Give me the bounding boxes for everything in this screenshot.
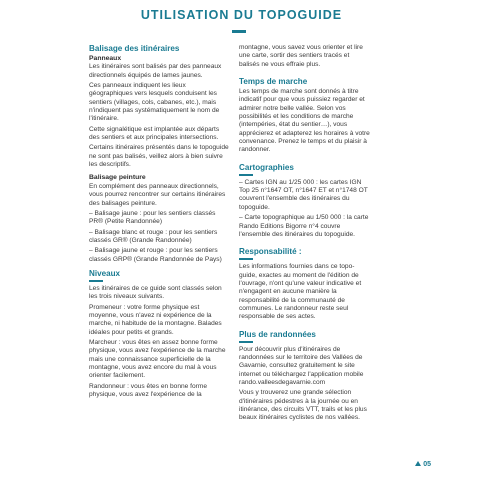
paragraph: Pour découvrir plus d'itinéraires de randonnées sur le territoire des Vallées de Gavarnie, consultez gratuitement le site internet ou téléchargez l'application mobile rando.valleesdegavarnie.com <box>239 345 364 386</box>
list-item: – Carte topographique au 1/50 000 : la carte Rando Editions Bigorre n°4 couvre l'ensemble des itinéraires du topoguide. <box>239 214 369 238</box>
triangle-icon <box>415 461 421 466</box>
page-number <box>415 461 431 468</box>
paragraph: Promeneur : votre forme physique est moyenne, vous n'avez ni expérience de la marche, ni habitude de la montagne. Balades idéales pour petits et grands. <box>89 303 222 336</box>
list-item: – Balisage jaune : pour les sentiers classés PR® (Petite Randonnée) <box>89 209 216 226</box>
page-number-text: 05 <box>423 461 431 468</box>
section-rule <box>239 174 253 176</box>
paragraph: Vous y trouverez une grande sélection d'itinéraires pédestres à la journée ou en itinérance, des circuits VTT, trails et les plus beaux itinéraires cyclistes de nos vallées. <box>239 389 367 422</box>
list-item: – Balisage jaune et rouge : pour les sentiers classés GRP® (Grande Randonnée de Pays) <box>89 247 222 263</box>
list-item: – Cartes IGN au 1/25 000 : les cartes IGN Top 25 n°1647 OT, n°1647 ET et n°1748 OT couvrent l'ensemble des itinéraires du topoguide. <box>239 178 368 211</box>
section-rule <box>239 341 253 343</box>
paragraph: Certains itinéraires présentés dans le topoguide ne sont pas balisés, veillez alors à bien suivre les descriptifs. <box>89 144 229 169</box>
right-column <box>239 44 371 425</box>
section-title-niveaux: Niveaux <box>89 268 121 278</box>
paragraph: Les itinéraires sont balisés par des panneaux directionnels équipés de lames jaunes. <box>89 63 222 79</box>
subsection-title-peinture: Balisage peinture <box>89 174 146 182</box>
section-title-responsabilite: Responsabilité : <box>239 247 302 257</box>
section-title-cartographies: Cartographies <box>239 162 294 172</box>
section-title-plus-randonnees: Plus de randonnées <box>239 329 316 339</box>
paragraph: Ces panneaux indiquent les lieux géographiques vers lesquels conduisent les sentiers (villages, cols, cabanes, etc.), mais n'indiquent pas systématiquement le nom de l'itinéraire. <box>89 82 220 123</box>
paragraph: Randonneur : vous êtes en bonne forme physique, vous avez l'expérience de la <box>89 382 208 399</box>
paragraph: Les informations fournies dans ce topo-guide, exactes au moment de l'édition de l'ouvrage, n'ont qu'une valeur indicative et n'engagent en aucune manière la responsabilité de la communauté de communes. Le randonneur reste seul responsable de ses actes. <box>239 263 362 321</box>
paragraph: Cette signalétique est implantée aux départs des sentiers et aux principales intersections. <box>89 125 220 142</box>
subsection-title-panneaux: Panneaux <box>89 55 122 62</box>
section-rule <box>239 258 253 260</box>
section-rule <box>89 280 103 282</box>
paragraph: montagne, vous savez vous orienter et lire une carte, sortir des sentiers tracés et balisés ne vous effraie plus. <box>239 44 363 68</box>
paragraph: Les temps de marche sont donnés à titre indicatif pour que vous puissiez regarder et admirer notre belle vallée. Selon vos possibilités et les conditions de marche (intempéries, état du sentier…), vous apprécierez et adapterez les horaires à votre convenance. Prenez le temps et du plaisir à randonner. <box>239 88 370 154</box>
section-title-temps: Temps de marche <box>239 77 308 87</box>
page-title: UTILISATION DU TOPOGUIDE <box>140 8 343 22</box>
left-column <box>89 44 229 401</box>
list-item: – Balisage blanc et rouge : pour les sentiers classés GR® (Grande Randonnée) <box>89 228 218 244</box>
paragraph: Les itinéraires de ce guide sont classés selon les trois niveaux suivants. <box>89 284 222 301</box>
title-underline <box>232 30 246 33</box>
paragraph: En complément des panneaux directionnels, vous pourrez rencontrer sur certains itinéraires des balisages peinture. <box>89 182 226 207</box>
paragraph: Marcheur : vous êtes en assez bonne forme physique, vous avez l'expérience de la marche mais une connaissance superficielle de la montagne, vous avez encore du mal à vous orienter facilement. <box>89 338 226 380</box>
section-title-balisage: Balisage des itinéraires <box>89 44 180 53</box>
